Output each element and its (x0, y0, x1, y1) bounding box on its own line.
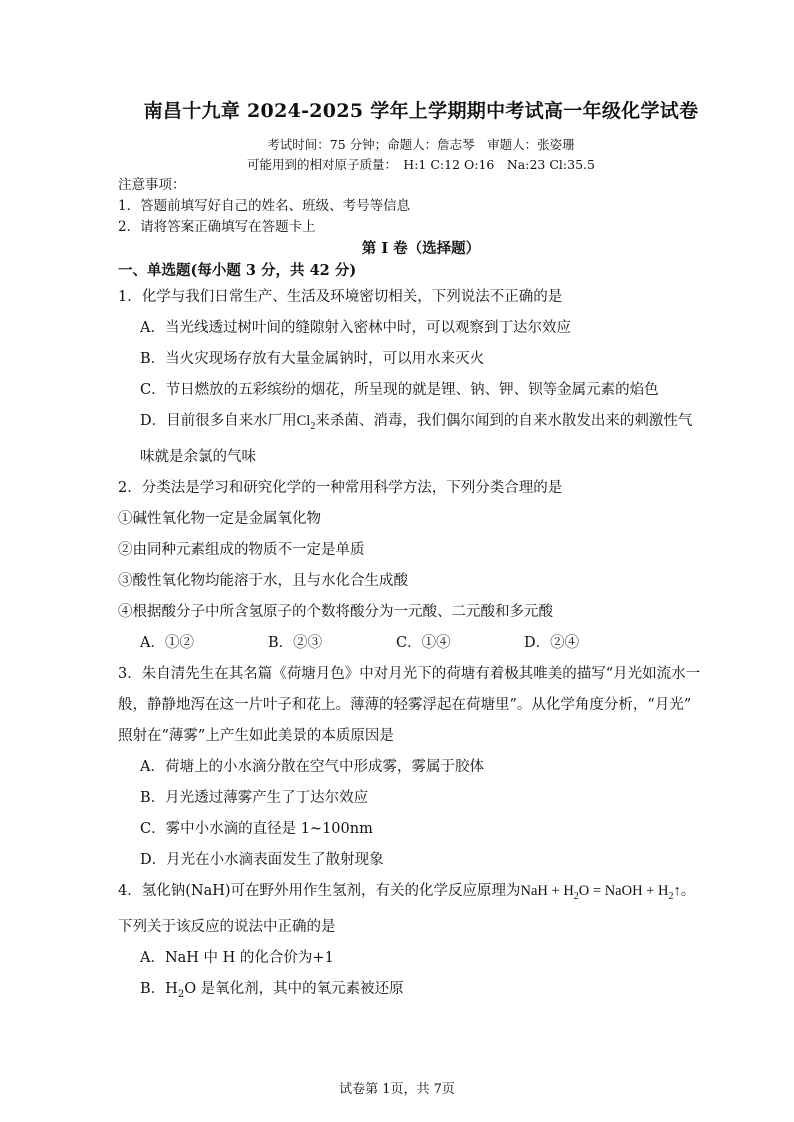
option-d-text-post: 来杀菌、消毒，我们偶尔闻到的自来水散发出来的刺激性气 (315, 413, 693, 429)
gas-arrow-icon: ↑ (673, 882, 681, 899)
section-title: 一、单选题(每小题 3 分，共 42 分) (118, 262, 357, 279)
chlorine-formula: $Cl_2$ (296, 413, 316, 432)
page-footer: 试卷第 1页，共 7页 (339, 1082, 455, 1097)
exam-meta-time-authors: 考试时间：75 分钟；命题人：詹志琴 审题人：张姿珊 (267, 137, 575, 152)
question-1-option-c: C．节日燃放的五彩缤纷的烟花，所呈现的就是锂、钠、钾、钡等金属元素的焰色 (140, 382, 659, 398)
question-2-option-d: D．②④ (524, 634, 580, 651)
question-4-option-b: B．$H_2O$ 是氧化剂，其中的氧元素被还原 (140, 980, 404, 1000)
question-1-option-b: B．当火灾现场存放有大量金属钠时，可以用水来灭火 (140, 351, 485, 367)
question-1-option-a: A．当光线透过树叶间的缝隙射入密林中时，可以观察到丁达尔效应 (140, 320, 571, 336)
question-2-statement: ④根据酸分子中所含氢原子的个数将酸分为一元酸、二元酸和多元酸 (118, 603, 553, 620)
question-2-stem: 2．分类法是学习和研究化学的一种常用科学方法，下列分类合理的是 (118, 479, 563, 496)
question-3-option-c: C．雾中小水滴的直径是 1~100nm (140, 820, 373, 837)
question-3-stem-line1: 3．朱自清先生在其名篇《荷塘月色》中对月光下的荷塘有着极其唯美的描写“月光如流水一 (118, 665, 701, 682)
question-3-option-b: B．月光透过薄雾产生了丁达尔效应 (140, 789, 369, 806)
notes-title: 注意事项： (118, 177, 186, 193)
question-4-stem: 4．氢化钠(NaH)可在野外用作生氢剂，有关的化学反应原理为NaH + $H_2O$ = NaOH + $H_2↑$。 (118, 882, 696, 902)
note-item: 1．答题前填写好自己的姓名、班级、考号等信息 (118, 198, 411, 214)
part-title: 第 I 卷（选择题） (361, 240, 481, 257)
note-item: 2．请将答案正确填写在答题卡上 (118, 219, 316, 235)
question-3-option-d: D．月光在小水滴表面发生了散射现象 (140, 851, 384, 868)
question-2-options (118, 628, 724, 659)
question-1-option-d (118, 406, 724, 442)
exam-title: 南昌十九章 2024-2025 学年上学期期中考试高一年级化学试卷 (143, 100, 699, 122)
question-2-statement: ①碱性氧化物一定是金属氧化物 (118, 510, 321, 527)
question-4-option-a: A．NaH 中 H 的化合价为+1 (140, 949, 334, 966)
question-2-statement: ③酸性氧化物均能溶于水，且与水化合生成酸 (118, 572, 408, 589)
question-2-option-c: C．①④ (396, 634, 451, 651)
question-4-stem-line2: 下列关于该反应的说法中正确的是 (118, 918, 336, 935)
question-1-stem: 1．化学与我们日常生产、生活及环境密切相关，下列说法不正确的是 (118, 289, 563, 305)
question-2-statement: ②由同种元素组成的物质不一定是单质 (118, 541, 365, 558)
exam-meta-atomic-masses: 可能用到的相对原子质量： H:1 C:12 O:16 Na:23 Cl:35.5 (247, 157, 595, 172)
reaction-equation: NaH + $H_2O$ = NaOH + $H_2↑$ (520, 882, 681, 902)
question-3-stem-line3: 照射在“薄雾”上产生如此美景的本质原因是 (118, 727, 394, 744)
question-3-stem-line2: 般，静静地泻在这一片叶子和花上。薄薄的轻雾浮起在荷塘里”。从化学角度分析，“月光” (118, 696, 692, 713)
option-d-text-pre: D．目前很多自来水厂用 (140, 413, 297, 429)
question-2-option-b: B．②③ (268, 634, 323, 651)
question-1-option-d-continued: 味就是余氯的气味 (140, 448, 256, 465)
question-2-option-a: A．①② (140, 634, 194, 651)
question-3-option-a: A．荷塘上的小水滴分散在空气中形成雾，雾属于胶体 (140, 758, 484, 775)
